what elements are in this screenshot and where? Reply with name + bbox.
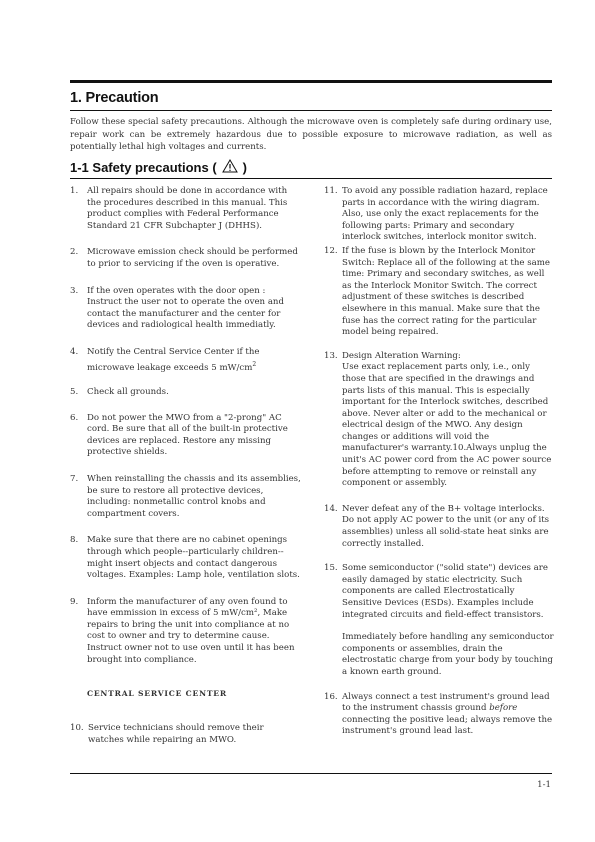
item-text: All repairs should be done in accordance with the procedures described in this manual. This product complies with Federal Performance Standard 21 CFR Subchapter J (DHHS). [87,186,288,231]
section-title: 1. Precaution [70,90,159,106]
item-text: Never defeat any of the B+ voltage interlocks. Do not apply AC power to the unit (or any of its assemblies) unless all solid-state heat sinks are correctly installed. [342,503,550,549]
item-number: 6. [70,412,79,423]
item-text-continued: Instruct owner not to use oven until it has been brought into compliance. [87,643,295,665]
item-number: 10. [70,723,84,733]
list-item [324,504,554,550]
title-rule [70,110,552,111]
top-rule [70,80,552,83]
right-column [324,186,554,748]
item-number: 7. [70,473,79,484]
list-item [324,692,554,738]
subsection-title [70,159,247,176]
item-text: Check all grounds. [87,386,169,397]
subsection-rule [70,178,552,179]
subsection-title-suffix: ) [242,160,247,175]
superscript: 2 [252,360,257,368]
list-item [70,474,302,520]
item-text: Do not power the MWO from a "2-prong" AC cord. Be sure that all of the built-in protective devices are replaced. Restore any missing protective shields. [87,412,288,458]
item-number: 1. [70,186,79,196]
warning-triangle-icon [222,159,238,176]
item-text: Service technicians should remove their watches while repairing an MWO. [88,723,264,745]
list-item [70,597,302,667]
list-item [70,387,302,399]
list-item [70,286,302,332]
central-service-center-label: CENTRAL SERVICE CENTER [87,689,227,698]
item-text: Microwave emission check should be performed to prior to servicing if the oven is operative. [87,247,298,269]
item-text-part: connecting the positive lead; always remove the instrument's ground lead last. [342,714,553,737]
left-column-bottom [70,723,302,756]
item-text [342,692,554,738]
item-text-continued: Use exact replacement parts only, i.e., only those that are specified in the drawings and parts lists of this manual. This is especially important for the Interlock switches, described above. Never alter or add to the mechanical or electrical design of the MWO. Any design changes or additions will void the manufacturer's warranty.10.Always unplug the unit's AC power cord from the AC power source before attempting to remove or reinstall any component or assembly. [342,362,552,489]
subsection-title-prefix: 1-1 Safety precautions ( [70,160,217,175]
item-number: 14. [324,503,338,514]
item-number: 12. [324,245,338,256]
item-text-continued: Immediately before handling any semiconductor components or assemblies, drain the electrostatic charge from your body by touching a known earth ground. [342,632,554,677]
item-number: 11. [324,186,338,196]
item-text: Inform the manufacturer of any oven found to have emmission in excess of 5 mW/cm², Make repairs to bring the unit into compliance at no cost to owner and try to determine cause. [87,596,290,642]
item-number: 16. [324,691,338,702]
item-text-main: Notify the Central Service Center if the microwave leakage exceeds 5 mW/cm [87,346,260,373]
item-number: 9. [70,596,79,607]
item-number: 2. [70,247,79,258]
list-item [324,246,554,339]
item-text: Make sure that there are no cabinet openings through which people--particularly children--might insert objects and contact dangerous voltages. Examples: Lamp hole, ventilation slots. [87,535,300,581]
item-number: 15. [324,563,338,574]
list-item [70,347,302,374]
list-item [70,723,302,746]
item-text: Design Alteration Warning: [342,350,461,361]
list-item [70,535,302,581]
item-number: 4. [70,346,79,357]
item-text: To avoid any possible radiation hazard, replace parts in accordance with the wiring diagram. Also, use only the exact replacements for the following parts: Primary and secondary interlock switches, interlock monitor switch. [342,186,548,243]
item-number: 13. [324,350,338,361]
list-item [324,351,554,490]
list-item [70,247,302,270]
item-text: Some semiconductor ("solid state") devices are easily damaged by static electricity. Such components are called Electrostatically Sensitive Devices (ESDs). Examples include integrated circuits and field-effect transistors. [342,563,548,620]
item-number: 5. [70,386,79,397]
list-item [324,563,554,678]
item-number: 3. [70,285,79,296]
item-text-part: Always connect a test instrument's ground lead to the instrument chassis ground [342,691,550,714]
item-text: If the fuse is blown by the Interlock Monitor Switch: Replace all of the following at the same time: Primary and secondary switches, as well as the Interlock Monitor Switch. The correct adjustment of these switches is described elsewhere in this manual. Make sure that the fuse has the correct rating for the particular model being repaired. [342,245,551,338]
item-number: 8. [70,535,79,546]
intro-paragraph: Follow these special safety precautions. Although the microwave oven is completely safe during ordinary use, repair work can be extremely hazardous due to possible exposure to microwave radiation, as well as potentially lethal high voltages and currents. [70,117,552,152]
list-item [70,413,302,459]
item-text-italic: before [489,703,518,714]
list-item [324,186,554,244]
bottom-rule [70,773,552,774]
item-text: If the oven operates with the door open : Instruct the user not to operate the oven and contact the manufacturer and the center for devices and radiological health immediatly. [87,285,284,331]
item-text [87,347,302,374]
left-column [70,186,302,676]
list-item [70,186,302,232]
item-text: When reinstalling the chassis and its assemblies, be sure to restore all protective devices, including: nonmetallic control knobs and compartment covers. [87,473,301,519]
page-number: 1-1 [537,780,551,790]
